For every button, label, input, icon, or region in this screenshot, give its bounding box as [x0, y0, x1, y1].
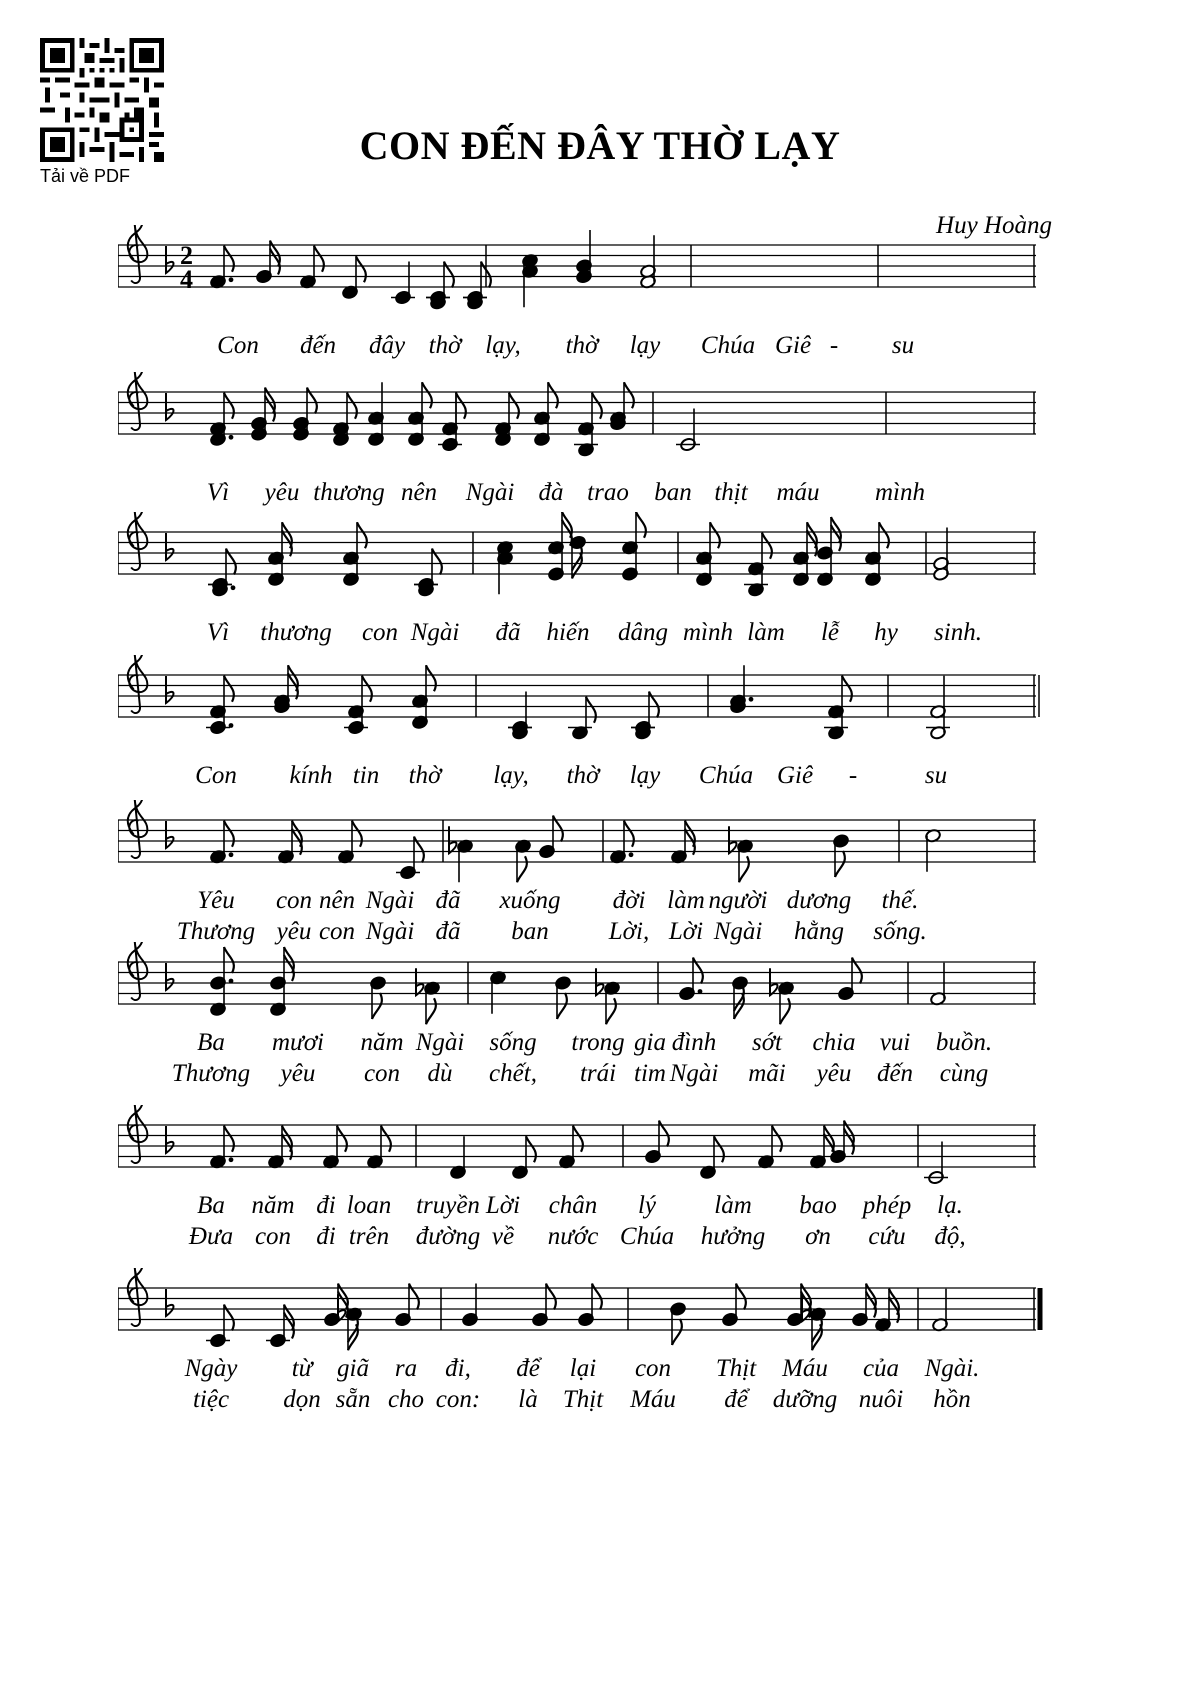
key-signature-flat-icon: [166, 821, 174, 848]
staff: [118, 800, 1096, 890]
music-system: [118, 1105, 1096, 1250]
lyric-syllable: đã: [435, 887, 461, 914]
lyric-syllable: hằng: [794, 918, 844, 945]
lyric-line: [118, 619, 1096, 653]
lyric-syllable: ơn: [805, 1223, 831, 1250]
lyric-syllable: năm: [360, 1029, 404, 1056]
lyric-syllable: chân: [548, 1192, 598, 1219]
key-signature-flat-icon: [166, 393, 174, 420]
lyric-syllable: mươi: [272, 1029, 324, 1056]
lyric-syllable: con: [363, 1060, 401, 1087]
key-signature-flat-icon: [166, 533, 174, 560]
lyric-syllable: thương: [313, 479, 385, 506]
note-flag: [224, 1126, 234, 1152]
note-flag: [557, 993, 567, 1019]
music-system: [118, 225, 1096, 365]
music-system: [118, 1268, 1096, 1413]
lyric-syllable: năm: [251, 1192, 295, 1219]
song-title: CON ĐẾN ĐÂY THỜ LẠY: [359, 123, 841, 168]
lyric-syllable: Chúa: [698, 762, 754, 789]
lyric-syllable: đi,: [445, 1355, 471, 1382]
lyric-syllable: lạy,: [485, 332, 521, 359]
lyric-syllable: đình: [671, 1029, 717, 1056]
lyric-syllable: gia: [634, 1029, 666, 1056]
lyric-syllable: nên: [400, 479, 438, 506]
staff: [118, 1105, 1096, 1195]
lyric-syllable: dưỡng: [772, 1386, 838, 1413]
lyric-syllable: đà: [538, 479, 564, 506]
lyric-syllable: Giê: [774, 332, 812, 359]
dot: [229, 1157, 234, 1162]
note-flag: [347, 393, 357, 419]
lyric-syllable: Thương: [176, 918, 256, 945]
note-flag: [509, 393, 519, 419]
note-flag: [762, 533, 772, 559]
lyric-syllable: Ngài: [669, 1060, 719, 1087]
lyric-syllable: con: [361, 619, 399, 646]
lyric-syllable: su: [924, 762, 948, 789]
note-flag: [842, 676, 852, 702]
note-flag: [224, 821, 234, 847]
lyric-line: [118, 1223, 1096, 1257]
download-pdf-label[interactable]: Tải về PDF: [40, 166, 131, 186]
lyric-syllable: đến: [876, 1060, 914, 1087]
dot: [229, 852, 234, 857]
note-flag: [356, 256, 366, 282]
lyric-syllable: loan: [346, 1192, 392, 1219]
lyric-syllable: Giê: [776, 762, 814, 789]
lyric-syllable: mình: [683, 619, 733, 646]
treble-clef-icon: [128, 800, 148, 858]
lyric-syllable: yêu: [276, 918, 312, 945]
lyric-syllable: mình: [875, 479, 925, 506]
lyric-syllable: Lời,: [608, 918, 650, 945]
lyric-syllable: con: [634, 1355, 672, 1382]
lyric-syllable: Ngài: [415, 1029, 465, 1056]
lyric-line: [118, 1192, 1096, 1226]
key-signature-flat-icon: [166, 963, 174, 990]
lyric-syllable: cùng: [939, 1060, 989, 1087]
lyric-syllable: chết,: [489, 1060, 537, 1087]
key-signature-flat-icon: [166, 1289, 174, 1316]
lyric-syllable: lạ.: [937, 1192, 963, 1219]
lyric-syllable: nên: [318, 887, 356, 914]
key-signature-flat-icon: [166, 676, 174, 703]
lyric-syllable: Chúa: [700, 332, 756, 359]
lyric-syllable: Yêu: [197, 887, 235, 914]
note-flag: [224, 676, 234, 702]
lyric-syllable: Ngài: [365, 887, 415, 914]
note-flag: [352, 821, 362, 847]
lyric-syllable: tin: [352, 762, 380, 789]
note-flag: [224, 246, 234, 272]
lyric-syllable: dâng: [618, 619, 668, 646]
dot: [698, 989, 703, 994]
time-signature-bottom: 4: [180, 265, 193, 294]
lyric-syllable: đường: [415, 1223, 481, 1250]
lyric-syllable: nuôi: [858, 1386, 904, 1413]
dot: [229, 277, 234, 282]
lyric-syllable: -: [829, 332, 839, 359]
lyric-syllable: để: [516, 1355, 540, 1382]
note-flag: [780, 998, 790, 1024]
lyric-syllable: thế.: [881, 887, 919, 914]
lyric-syllable: làm: [667, 887, 705, 914]
lyric-syllable: con: [275, 887, 313, 914]
staff: [118, 942, 1096, 1032]
treble-clef-icon: [128, 1268, 148, 1326]
lyric-syllable: làm: [747, 619, 785, 646]
lyric-syllable: Đưa: [188, 1223, 234, 1250]
lyric-syllable: mãi: [748, 1060, 786, 1087]
lyric-syllable: Con: [217, 332, 259, 359]
dot: [749, 697, 754, 702]
note-flag: [606, 998, 616, 1024]
staff: [118, 372, 1096, 462]
lyric-syllable: của: [862, 1355, 900, 1382]
lyric-syllable: đời: [612, 887, 646, 914]
lyric-syllable: Thịt: [715, 1355, 757, 1382]
lyric-syllable: Ngài: [410, 619, 460, 646]
time-signature-top: 2: [180, 241, 193, 270]
note-flag: [624, 382, 634, 408]
note-flag: [372, 993, 382, 1019]
staff: [118, 512, 1096, 602]
lyric-syllable: lại: [569, 1355, 597, 1382]
lyric-syllable: sẵn: [335, 1386, 371, 1413]
note-flag: [456, 393, 466, 419]
note-flag: [739, 856, 749, 882]
lyric-syllable: từ: [291, 1355, 313, 1382]
lyric-syllable: con: [254, 1223, 292, 1250]
treble-clef-icon: [128, 225, 148, 283]
lyric-syllable: Chúa: [619, 1223, 675, 1250]
lyric-syllable: Ngài.: [924, 1355, 980, 1382]
music-system: [118, 512, 1096, 652]
lyric-syllable: dù: [427, 1060, 453, 1087]
lyric-syllable: đi: [316, 1223, 336, 1250]
staff: [118, 225, 1096, 315]
lyric-syllable: con: [318, 918, 356, 945]
lyric-syllable: giã: [337, 1355, 369, 1382]
lyric-syllable: ra: [394, 1355, 418, 1382]
lyric-syllable: Vì: [206, 619, 230, 646]
lyric-syllable: Ngày: [184, 1355, 238, 1382]
lyric-syllable: độ,: [934, 1223, 966, 1250]
note-flag: [636, 512, 646, 538]
note-flag: [517, 856, 527, 882]
note-flag: [526, 1136, 536, 1162]
note-flag: [672, 1319, 682, 1345]
lyric-syllable: đến: [299, 332, 337, 359]
music-system: [118, 800, 1096, 945]
note-flag: [573, 1126, 583, 1152]
lyric-syllable: tiệc: [192, 1386, 230, 1413]
treble-clef-icon: [128, 512, 148, 570]
lyric-syllable: con:: [435, 1386, 481, 1413]
lyric-syllable: Ngài: [713, 918, 763, 945]
note-flag: [381, 1126, 391, 1152]
lyric-syllable: sớt: [751, 1029, 783, 1056]
music-system: [118, 372, 1096, 512]
dot: [231, 585, 236, 590]
lyric-line: [118, 1386, 1096, 1420]
lyric-syllable: lạy: [629, 762, 661, 789]
lyric-syllable: Máu: [630, 1386, 676, 1413]
note-flag: [835, 851, 845, 877]
lyric-syllable: máu: [776, 479, 820, 506]
lyric-syllable: phép: [862, 1192, 912, 1219]
lyric-line: [118, 762, 1096, 796]
lyric-syllable: cứu: [868, 1223, 906, 1250]
lyric-syllable: su: [891, 332, 915, 359]
treble-clef-icon: [128, 1105, 148, 1163]
note-flag: [624, 821, 634, 847]
lyric-syllable: ban: [654, 479, 692, 506]
lyric-syllable: thờ: [408, 762, 442, 789]
key-signature-flat-icon: [166, 246, 174, 273]
lyric-syllable: Vì: [206, 479, 230, 506]
note-flag: [426, 998, 436, 1024]
lyric-syllable: về: [491, 1223, 515, 1250]
lyric-syllable: thờ: [566, 762, 600, 789]
lyric-syllable: trao: [587, 479, 629, 506]
lyric-syllable: thờ: [428, 332, 462, 359]
treble-clef-icon: [128, 942, 148, 1000]
lyric-syllable: hưởng: [700, 1223, 766, 1250]
lyric-syllable: yêu: [816, 1060, 852, 1087]
lyric-syllable: trong: [571, 1029, 625, 1056]
lyric-syllable: xuống: [499, 887, 561, 914]
lyric-syllable: Ngài: [465, 479, 515, 506]
dot: [229, 979, 234, 984]
lyric-syllable: Ba: [197, 1029, 225, 1056]
note-flag: [337, 1126, 347, 1152]
note-flag: [224, 947, 234, 973]
lyric-syllable: là: [518, 1386, 538, 1413]
lyric-syllable: Máu: [782, 1355, 828, 1382]
lyric-syllable: trái: [579, 1060, 617, 1087]
lyric-syllable: đã: [495, 619, 521, 646]
lyric-syllable: bao: [799, 1192, 837, 1219]
lyric-syllable: nước: [547, 1223, 599, 1250]
note-flag: [772, 1126, 782, 1152]
lyric-syllable: đi: [316, 1192, 336, 1219]
lyric-syllable: Thịt: [562, 1386, 604, 1413]
lyric-syllable: sống: [489, 1029, 537, 1056]
treble-clef-icon: [128, 372, 148, 430]
lyric-syllable: lễ: [820, 619, 840, 646]
dot: [229, 723, 234, 728]
composer-name: Huy Hoàng: [936, 212, 1052, 239]
lyric-syllable: để: [724, 1386, 748, 1413]
lyric-syllable: dọn: [283, 1386, 321, 1413]
lyric-syllable: cho: [387, 1386, 425, 1413]
lyric-line: [118, 332, 1096, 366]
music-system: [118, 942, 1096, 1087]
lyric-line: [118, 479, 1096, 513]
lyric-syllable: lý: [637, 1192, 657, 1219]
lyric-syllable: làm: [714, 1192, 752, 1219]
lyric-syllable: lạy: [629, 332, 661, 359]
lyric-syllable: thờ: [565, 332, 599, 359]
staff: [118, 655, 1096, 745]
lyric-syllable: yêu: [280, 1060, 316, 1087]
lyric-syllable: yêu: [264, 479, 300, 506]
note-flag: [362, 676, 372, 702]
treble-clef-icon: [128, 655, 148, 713]
note-flag: [357, 522, 367, 548]
lyric-syllable: kính: [289, 762, 333, 789]
lyric-syllable: vui: [879, 1029, 911, 1056]
lyric-syllable: thương: [260, 619, 332, 646]
lyric-syllable: Thương: [171, 1060, 251, 1087]
key-signature-flat-icon: [166, 1126, 174, 1153]
lyric-syllable: truyền: [416, 1192, 480, 1219]
lyric-syllable: dương: [786, 887, 852, 914]
note-flag: [586, 697, 596, 723]
note-flag: [422, 382, 432, 408]
lyric-syllable: Con: [195, 762, 237, 789]
lyric-syllable: đã: [435, 918, 461, 945]
note-flag: [710, 522, 720, 548]
lyric-syllable: sống.: [873, 918, 927, 945]
note-flag: [224, 393, 234, 419]
lyric-syllable: đây: [368, 332, 406, 359]
note-flag: [592, 393, 602, 419]
note-flag: [426, 665, 436, 691]
lyric-syllable: sinh.: [934, 619, 982, 646]
dot: [229, 435, 234, 440]
note-flag: [314, 246, 324, 272]
note-flag: [548, 382, 558, 408]
lyric-line: [118, 1060, 1096, 1094]
lyric-syllable: Ba: [197, 1192, 225, 1219]
lyric-line: [118, 1029, 1096, 1063]
lyric-syllable: chia: [812, 1029, 856, 1056]
lyric-syllable: buồn.: [935, 1029, 993, 1056]
lyric-syllable: hy: [874, 619, 898, 646]
lyric-syllable: trên: [348, 1223, 390, 1250]
lyric-syllable: người: [708, 887, 768, 914]
lyric-syllable: hồn: [933, 1386, 971, 1413]
lyric-line: [118, 887, 1096, 921]
staff: [118, 1268, 1096, 1358]
lyric-syllable: Ngài: [365, 918, 415, 945]
note-flag: [879, 522, 889, 548]
lyric-syllable: Lời: [668, 918, 704, 945]
lyric-syllable: hiến: [546, 619, 590, 646]
music-system: [118, 655, 1096, 795]
lyric-syllable: Lời: [485, 1192, 521, 1219]
dot: [629, 852, 634, 857]
lyric-syllable: thịt: [714, 479, 748, 506]
lyric-syllable: ban: [511, 918, 549, 945]
lyric-syllable: tim: [634, 1060, 666, 1087]
lyric-syllable: -: [848, 762, 858, 789]
note-flag: [714, 1136, 724, 1162]
lyric-syllable: lạy,: [493, 762, 529, 789]
lyric-line: [118, 1355, 1096, 1389]
